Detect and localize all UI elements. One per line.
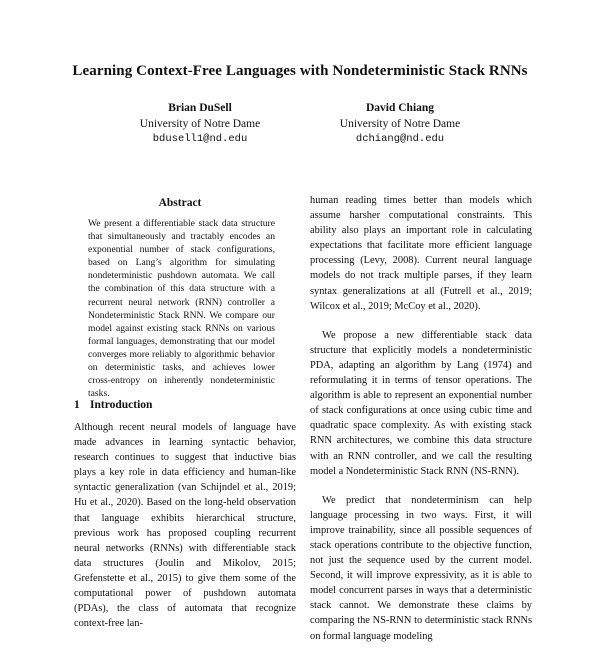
author-affiliation: University of Notre Dame [339, 117, 461, 130]
intro-paragraph-left: Although recent neural models of language have made advances in learning syntactic behavior, research continues to suggest that inductive bias plays a key role in data efficiency and human-like syntactic generalization (van Schijndel et al., 2019; Hu et al., 2020). Based on the long-held observation that language exhibits hierarchical structure, previous work has proposed coupling recurrent neural networks (RNNs) with differentiable stack data structures (Joulin and Mikolov, 2015; Grefenstette et al., 2015) to give them some of the computational power of pushdown automata (PDAs), the class of automata that recognize context-free lan- [74, 422, 296, 630]
intro-paragraph: We predict that nondeterminism can help language processing in two ways. First, it will improve trainability, since all possible sequences of stack operations contribute to the objective function, not just the sequence used by the current model. Second, it will improve expressivity, as it is able to model concurrent parses in ways that a deterministic stack cannot. We demonstrate these claims by comparing the NS-RNN to deterministic stack RNNs on formal language modeling [310, 494, 532, 642]
author-block [100, 101, 300, 148]
abstract-heading: Abstract [158, 197, 202, 209]
paper-title: Learning Context-Free Languages with Nondeterministic Stack RNNs [72, 63, 528, 79]
author-block [300, 101, 500, 148]
author-name: Brian DuSell [168, 102, 232, 114]
section-number: 1 [74, 399, 80, 411]
author-affiliation: University of Notre Dame [139, 117, 261, 130]
right-column [310, 193, 532, 658]
author-name: David Chiang [365, 102, 435, 114]
section-title: Introduction [90, 399, 153, 411]
author-email: bdusell1@nd.edu [152, 133, 248, 145]
intro-paragraph-continued: human reading times better than models which assume harsher computational constraints. This ability also plays an important role in calculating expectations that facilitate more efficient language processing (Levy, 2008). Current neural language models do not track multiple parses, if they learn syntax generalizations at all (Futrell et al., 2019; Wilcox et al., 2019; McCoy et al., 2020). [310, 195, 532, 312]
author-email: dchiang@nd.edu [355, 133, 445, 145]
intro-paragraph: We propose a new differentiable stack data structure that explicitly models a nondeterministic PDA, adapting an algorithm by Lang (1974) and reformulating it in terms of tensor operations. The algorithm is able to represent an exponential number of stack configurations at once using cubic time and quadratic space complexity. As with existing stack RNN architectures, we combine this data structure with an RNN controller, and we call the resulting model a Nondeterministic Stack RNN (NS-RNN). [310, 329, 532, 477]
abstract-text: We present a differentiable stack data structure that simultaneously and tractably encodes an exponential number of stack configurations, based on Lang’s algorithm for simulating nondeterministic pushdown automata. We call the combination of this data structure with a recurrent neural network (RNN) controller a Nondeterministic Stack RNN. We compare our model against existing stack RNNs on various formal languages, demonstrating that our model converges more reliably to algorithmic behavior on deterministic tasks, and achieves lower cross-entropy on inherently nondeterministic tasks. [88, 218, 275, 400]
section-heading [74, 399, 294, 411]
